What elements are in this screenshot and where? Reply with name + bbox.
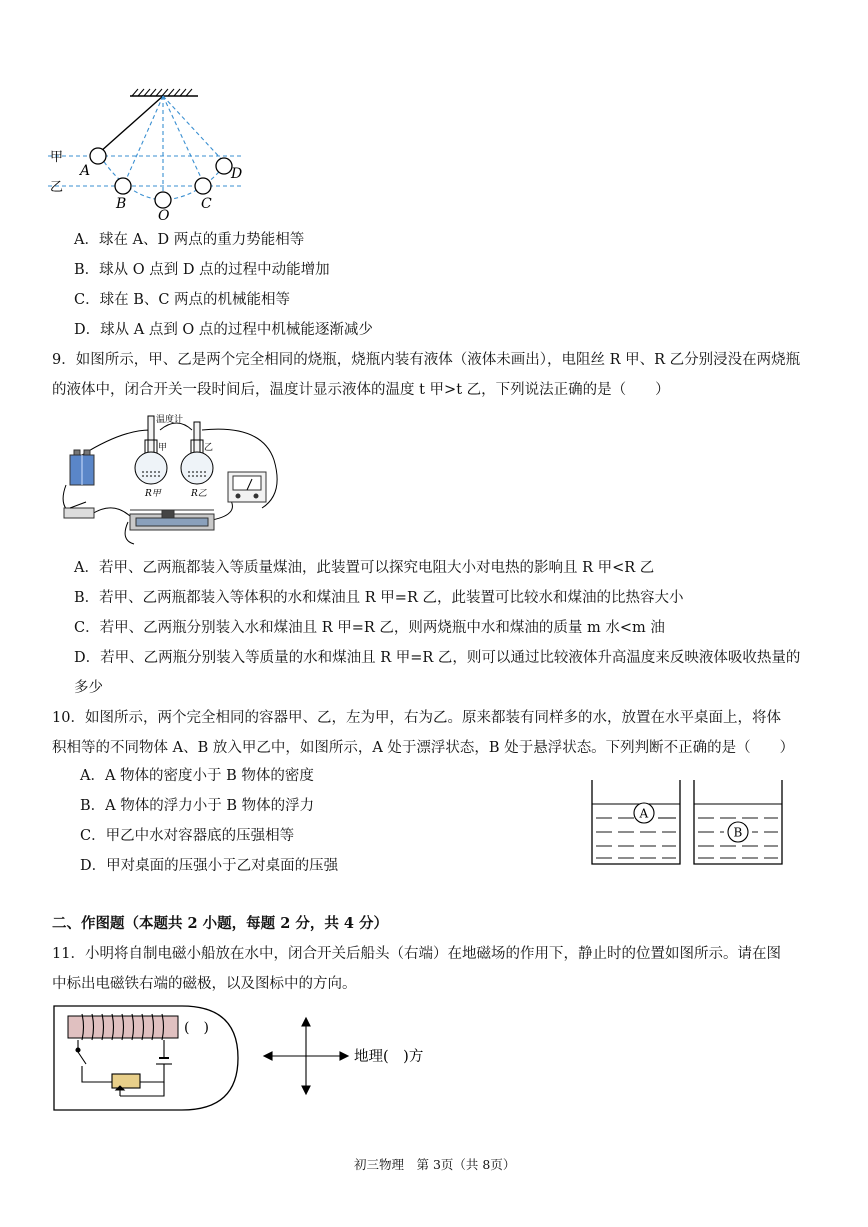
label-d: D	[231, 166, 243, 182]
q8-option-c: C．球在 B、C 两点的机械能相等	[74, 292, 291, 308]
label-o: O	[158, 208, 170, 224]
ball-d	[216, 158, 232, 174]
pendulum-figure	[48, 86, 258, 226]
direction-cross	[264, 1018, 348, 1094]
q9-stem-line1: 9．如图所示，甲、乙是两个完全相同的烧瓶，烧瓶内装有液体（液体未画出），电阻丝 R 甲、R 乙分别浸没在两烧瓶	[52, 352, 801, 368]
flask-yi-label: 乙	[204, 443, 214, 453]
ball-a-label: A	[639, 806, 649, 821]
q10-option-b: B．A 物体的浮力小于 B 物体的浮力	[80, 798, 315, 814]
q10-stem-line2: 积相等的不同物体 A、B 放入甲乙中，如图所示，A 处于漂浮状态，B 处于悬浮状态。下列判断不正确的是（ ）	[52, 740, 795, 756]
r-yi-label: R乙	[191, 489, 207, 499]
q9-option-b: B．若甲、乙两瓶都装入等体积的水和煤油且 R 甲=R 乙，此装置可比较水和煤油的比热容大小	[74, 590, 684, 606]
electromagnet-boat-figure	[52, 1002, 472, 1114]
label-jia: 甲	[50, 150, 64, 165]
battery	[70, 450, 94, 485]
q10-option-a: A．A 物体的密度小于 B 物体的密度	[80, 768, 314, 784]
ball-c	[195, 178, 211, 194]
flask-yi	[181, 422, 213, 484]
ball-b-label: B	[733, 825, 743, 840]
flask-jia-label: 甲	[158, 443, 168, 453]
q9-option-d-cont: 多少	[74, 680, 103, 696]
q9-stem-line2: 的液体中，闭合开关一段时间后，温度计显示液体的温度 t 甲>t 乙，下列说法正确的是（ ）	[52, 382, 670, 398]
r-jia-label: R甲	[145, 489, 161, 499]
containers-figure	[588, 776, 788, 868]
q9-option-d: D．若甲、乙两瓶分别装入等质量的水和煤油且 R 甲=R 乙，则可以通过比较液体升高温度来反映液体吸收热量的	[74, 650, 801, 666]
label-c: C	[201, 196, 212, 212]
section2-heading: 二、作图题（本题共 2 小题，每题 2 分，共 4 分）	[52, 915, 389, 932]
switch	[64, 502, 94, 518]
q8-option-b: B．球从 O 点到 D 点的过程中动能增加	[74, 262, 330, 278]
pole-blank: ( )	[184, 1020, 209, 1036]
container-jia	[592, 780, 680, 864]
ball-a	[90, 148, 106, 164]
label-a: A	[80, 163, 91, 179]
label-yi: 乙	[50, 180, 64, 195]
circuit-apparatus-figure	[52, 410, 292, 550]
page-footer: 初三物理 第 3页（共 8页）	[354, 1157, 516, 1172]
q10-stem-line1: 10．如图所示，两个完全相同的容器甲、乙，左为甲，右为乙。原来都装有同样多的水，放置在水平桌面上，将体	[52, 710, 781, 726]
q9-option-c: C．若甲、乙两瓶分别装入水和煤油且 R 甲=R 乙，则两烧瓶中水和煤油的质量 m 水<m 油	[74, 620, 665, 636]
q8-option-d: D．球从 A 点到 O 点的过程中机械能逐渐减少	[74, 322, 373, 338]
ball-b	[115, 178, 131, 194]
ball-o	[155, 192, 171, 208]
q8-option-a: A．球在 A、D 两点的重力势能相等	[74, 232, 305, 248]
thermometer-label: 温度计	[156, 415, 184, 425]
rheostat	[130, 510, 214, 530]
q9-option-a: A．若甲、乙两瓶都装入等质量煤油，此装置可以探究电阻大小对电热的影响且 R 甲<R 乙	[74, 560, 655, 576]
q11-stem-line1: 11．小明将自制电磁小船放在水中，闭合开关后船头（右端）在地磁场的作用下，静止时的位置如图所示。请在图	[52, 946, 781, 962]
q10-option-c: C．甲乙中水对容器底的压强相等	[80, 828, 295, 844]
q11-stem-line2: 中标出电磁铁右端的磁极，以及图标中的方向。	[52, 976, 357, 992]
direction-label: 地理( )方	[354, 1049, 424, 1065]
ammeter	[228, 472, 266, 502]
q10-option-d: D．甲对桌面的压强小于乙对桌面的压强	[80, 858, 339, 874]
label-b: B	[116, 196, 127, 212]
